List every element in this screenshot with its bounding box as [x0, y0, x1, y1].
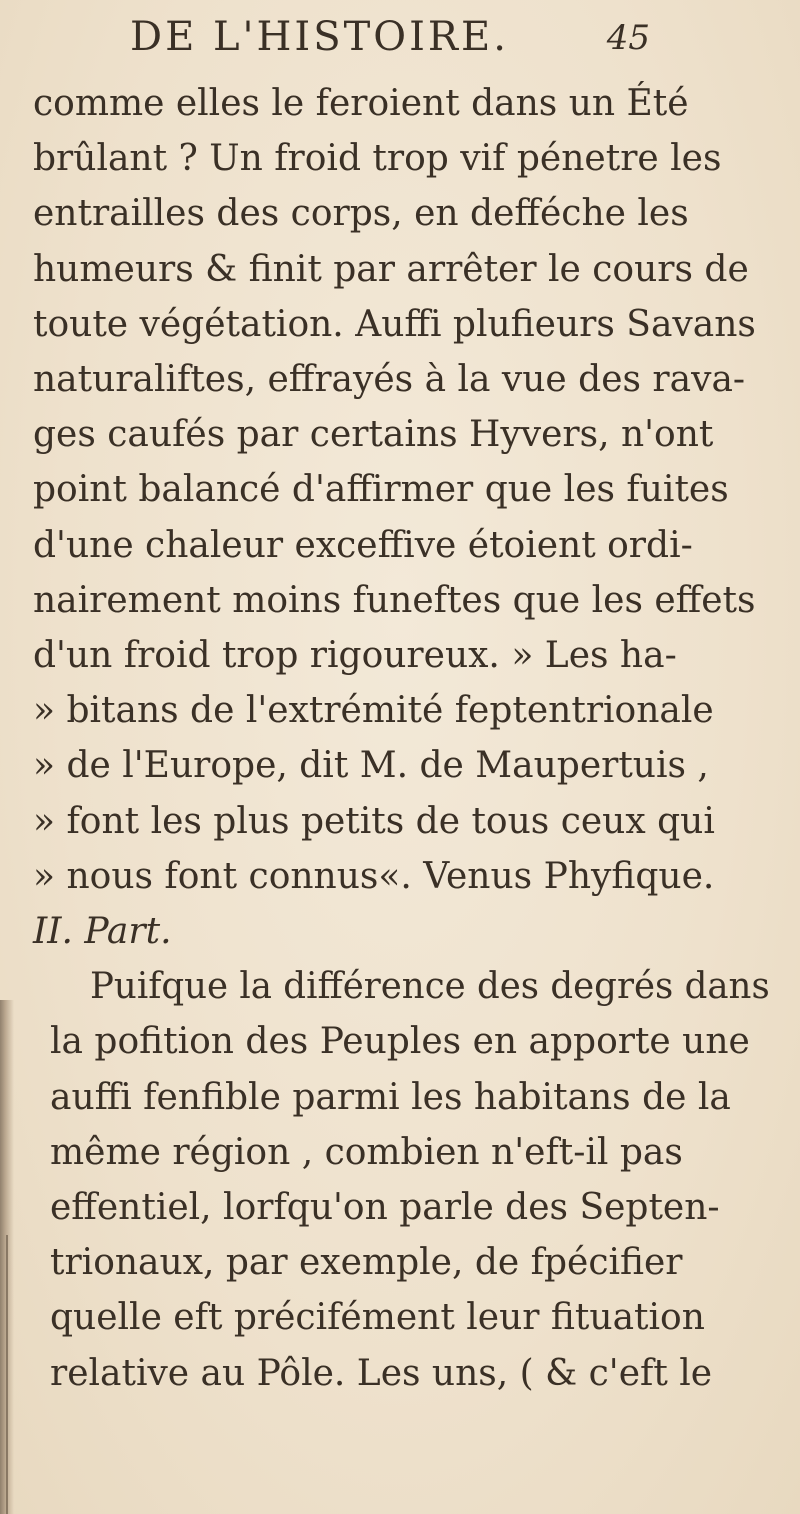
text-line: d'un froid trop rigoureux. » Les ha-: [33, 635, 677, 676]
text-line: d'une chaleur exceffive étoient ordi-: [33, 525, 693, 566]
text-line: point balancé d'affirmer que les fuites: [33, 469, 729, 510]
text-line: naturaliftes, effrayés à la vue des rava-: [33, 359, 746, 400]
text-line: » font les plus petits de tous ceux qui: [33, 801, 715, 842]
text-line: ges caufés par certains Hyvers, n'ont: [33, 414, 714, 455]
text-line: II. Part.: [33, 911, 172, 952]
text-line: brûlant ? Un froid trop vif pénetre les: [33, 138, 722, 179]
text-line: comme elles le feroient dans un Été: [33, 83, 689, 124]
text-line: même région , combien n'eft-il pas: [50, 1132, 683, 1173]
binding-edge: [6, 1235, 8, 1514]
text-line: la pofition des Peuples en apporte une: [50, 1021, 750, 1062]
text-line: humeurs & finit par arrêter le cours de: [33, 249, 749, 290]
text-line: effentiel, lorfqu'on parle des Septen-: [50, 1187, 720, 1228]
text-line: » de l'Europe, dit M. de Maupertuis ,: [33, 745, 709, 786]
text-line: quelle eft précifément leur fituation: [50, 1297, 705, 1338]
text-line: entrailles des corps, en defféche les: [33, 193, 689, 234]
page-header: [130, 14, 650, 74]
page-number: 45: [606, 18, 650, 58]
text-line: » nous font connus«. Venus Phyfique.: [33, 856, 715, 897]
text-line: auffi fenfible parmi les habitans de la: [50, 1077, 731, 1118]
text-line: nairement moins funeftes que les effets: [33, 580, 756, 621]
text-line: relative au Pôle. Les uns, ( & c'eft le: [50, 1353, 713, 1394]
running-title: DE L'HISTOIRE.: [130, 14, 509, 60]
text-line: trionaux, par exemple, de fpécifier: [50, 1242, 683, 1283]
text-line: toute végétation. Auffi plufieurs Savans: [33, 304, 756, 345]
text-line: » bitans de l'extrémité feptentrionale: [33, 690, 714, 731]
text-line: Puifque la différence des degrés dans: [90, 966, 770, 1007]
